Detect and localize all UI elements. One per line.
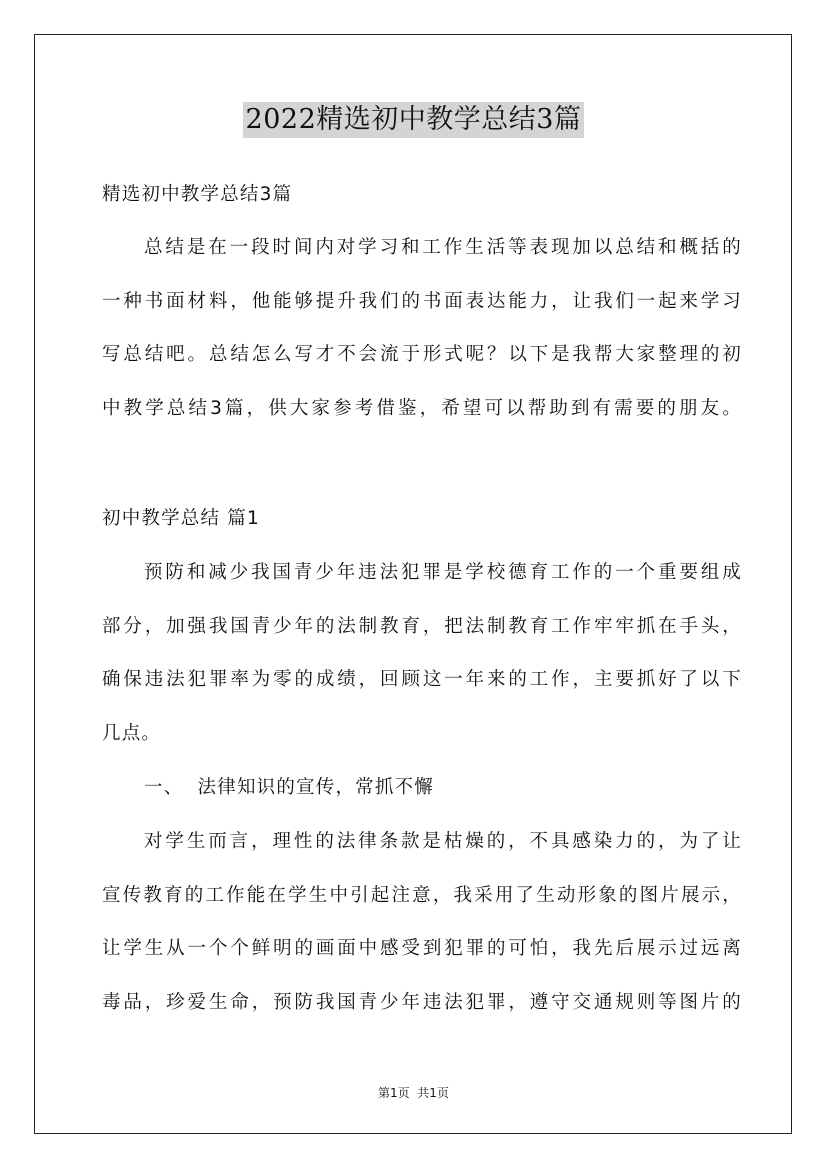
section1-line-4: 几点。	[102, 723, 162, 744]
page-footer: 第1页 共1页	[378, 1086, 449, 1100]
intro-line-2: 一种书面材料，他能够提升我们的书面表达能力，让我们一起来学习	[102, 291, 742, 312]
section1-line-1: 预防和减少我国青少年违法犯罪是学校德育工作的一个重要组成	[144, 562, 742, 583]
item1-line-4: 毒品，珍爱生命，预防我国青少年违法犯罪，遵守交通规则等图片的	[102, 992, 742, 1013]
section1-heading: 初中教学总结 篇1	[102, 508, 260, 529]
item1-line-3: 让学生从一个个鲜明的画面中感受到犯罪的可怕，我先后展示过远离	[102, 938, 742, 959]
title-container	[0, 102, 827, 138]
section1-line-3: 确保违法犯罪率为零的成绩，回顾这一年来的工作，主要抓好了以下	[102, 669, 742, 690]
item1-heading: 一、 法律知识的宣传，常抓不懈	[144, 777, 434, 798]
intro-line-4: 中教学总结3篇，供大家参考借鉴，希望可以帮助到有需要的朋友。	[102, 398, 742, 419]
item1-line-2: 宣传教育的工作能在学生中引起注意，我采用了生动形象的图片展示，	[102, 885, 742, 906]
intro-line-3: 写总结吧。总结怎么写才不会流于形式呢？以下是我帮大家整理的初	[102, 344, 742, 365]
section1-line-2: 部分，加强我国青少年的法制教育，把法制教育工作牢牢抓在手头，	[102, 616, 742, 637]
document-subtitle: 精选初中教学总结3篇	[102, 184, 293, 205]
item1-line-1: 对学生而言，理性的法律条款是枯燥的，不具感染力的，为了让	[144, 831, 742, 852]
document-title: 2022精选初中教学总结3篇	[243, 102, 585, 138]
intro-line-1: 总结是在一段时间内对学习和工作生活等表现加以总结和概括的	[144, 237, 742, 258]
